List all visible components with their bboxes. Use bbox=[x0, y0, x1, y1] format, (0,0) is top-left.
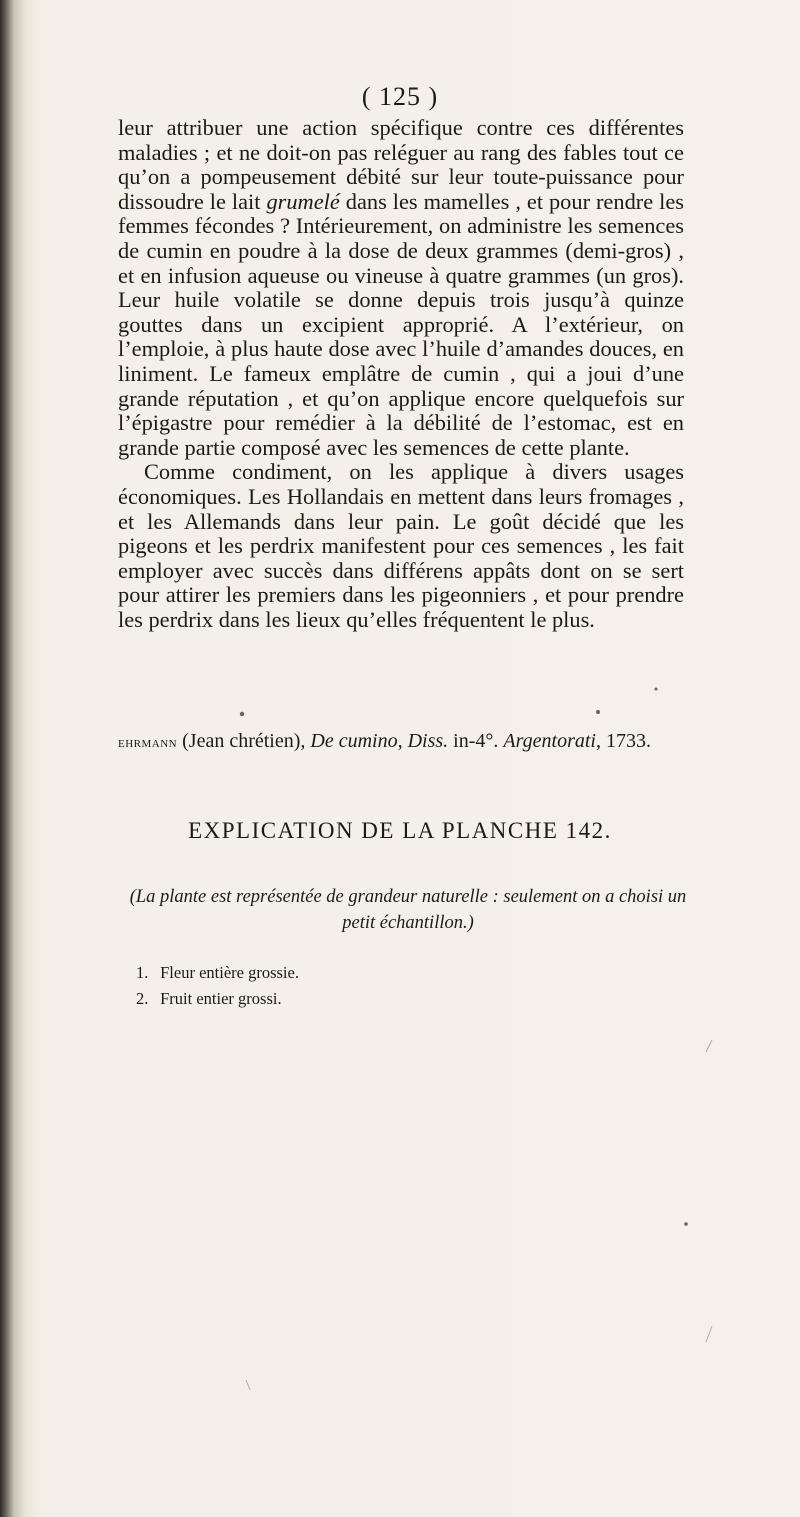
bibliography-author-detail: (Jean chrétien), bbox=[177, 730, 311, 752]
legend-number: 2. bbox=[136, 989, 149, 1008]
bibliography-entry bbox=[118, 730, 698, 753]
paragraph-2: Comme condiment, on les applique à divers usages économiques. Les Hollandais en mettent dans leurs fromages , et les Allemands dans leur pain. Le goût décidé que les pigeons et les perdrix manifestent pour ces semences , les fait employer avec succès dans différens appâts dont on se sert pour attirer les premiers dans les pigeonniers , et pour prendre les perdrix dans les lieux qu’elles fréquentent le plus. bbox=[118, 459, 684, 632]
bibliography-year: , 1733. bbox=[595, 730, 651, 752]
page-number: ( 125 ) bbox=[361, 82, 439, 111]
paragraph-1-end: dans les mamelles , et pour rendre les femmes fécondes ? Intérieurement, on administre les semences de cumin en poudre à la dose de deux grammes (demi-gros) , et en infusion aqueuse ou vineuse à quatre grammes (un gros). Leur huile volatile se donne depuis trois jusqu’à quinze gouttes dans un excipient approprié. A l’extérieur, on l’emploie, à plus haute dose avec l’huile d’amandes douces, en liniment. Le fameux emplâtre de cumin , qui a joui d’une grande réputation , et qu’on applique encore quelquefois sur l’épigastre pour remédier à la débilité de l’estomac, est en grande partie composé avec les semences de cette plante. bbox=[118, 188, 684, 460]
main-text bbox=[118, 116, 684, 632]
legend-number: 1. bbox=[136, 963, 149, 982]
bibliography-format: in-4°. bbox=[448, 730, 504, 752]
plate-note-line-1: (La plante est représentée de grandeur naturelle : seulement on a choisi un bbox=[129, 887, 687, 907]
bibliography-sep: , bbox=[397, 730, 408, 752]
plate-legend bbox=[136, 960, 299, 1012]
bibliography-diss: Diss. bbox=[407, 730, 449, 752]
bibliography-place: Argentorati bbox=[503, 730, 596, 752]
plate-note bbox=[118, 884, 698, 936]
plate-title: EXPLICATION DE LA PLANCHE 142. bbox=[188, 818, 612, 843]
legend-item bbox=[136, 960, 299, 986]
legend-text: Fruit entier grossi. bbox=[160, 989, 282, 1008]
plate-note-line-2: petit échantillon.) bbox=[342, 913, 474, 933]
paragraph-1-start: leur attribuer une action spécifique contre ces différentes maladies ; et ne doit-on pas reléguer au rang des fables tout ce qu’on a pompeusement débité sur leur toute-puissance pour dissoudre le lait bbox=[118, 115, 684, 214]
paragraph-1-emphasis: grumelé bbox=[266, 188, 340, 214]
bibliography-title: De cumino bbox=[310, 730, 398, 752]
paragraph-1 bbox=[118, 116, 684, 460]
legend-item bbox=[136, 986, 299, 1012]
legend-text: Fleur entière grossie. bbox=[160, 963, 299, 982]
bibliography-author: ehrmann bbox=[118, 734, 178, 751]
